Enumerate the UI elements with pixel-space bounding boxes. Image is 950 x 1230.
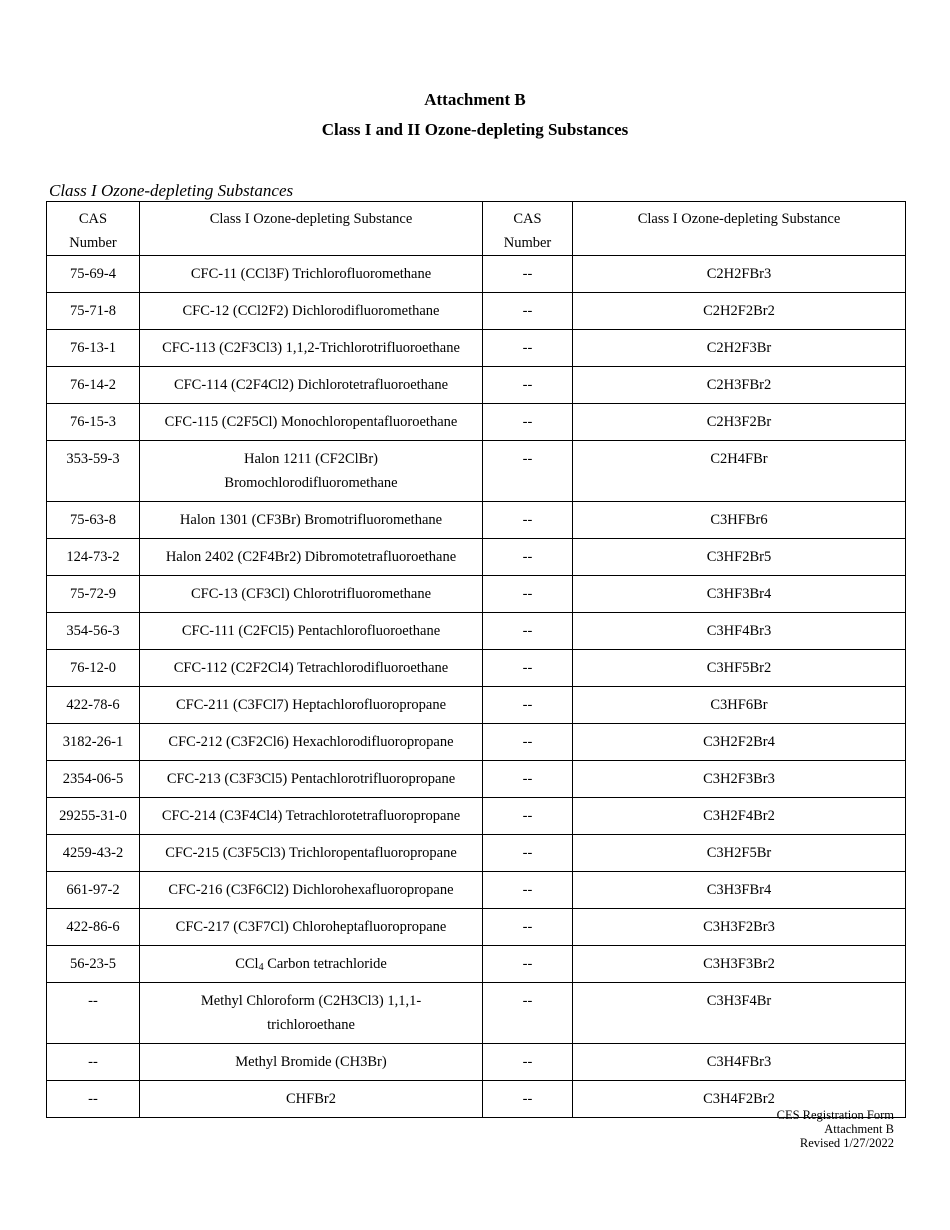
cas-right-cell: -- xyxy=(483,983,573,1044)
substance-left-cell: CFC-217 (C3F7Cl) Chloroheptafluoropropane xyxy=(140,909,483,946)
substance-left-cell: Halon 1301 (CF3Br) Bromotrifluoromethane xyxy=(140,502,483,539)
substance-right-cell: C3H2F2Br4 xyxy=(573,724,906,761)
substance-left-cell: Methyl Bromide (CH3Br) xyxy=(140,1044,483,1081)
cas-left-cell: 75-71-8 xyxy=(47,293,140,330)
substance-right-cell: C2H2F3Br xyxy=(573,330,906,367)
substance-left-cell: CFC-213 (C3F3Cl5) Pentachlorotrifluoropropane xyxy=(140,761,483,798)
table-header-row xyxy=(47,202,906,256)
cas-left-cell: -- xyxy=(47,1081,140,1118)
substance-left-cell: CHFBr2 xyxy=(140,1081,483,1118)
cas-left-cell: 76-13-1 xyxy=(47,330,140,367)
column-header-label: CAS Number xyxy=(503,211,552,251)
ods-table xyxy=(46,201,906,1118)
substance-left-cell: CFC-111 (C2FCl5) Pentachlorofluoroethane xyxy=(140,613,483,650)
substance-left-cell: CFC-215 (C3F5Cl3) Trichloropentafluoropropane xyxy=(140,835,483,872)
substance-right-cell: C3H3F4Br xyxy=(573,983,906,1044)
cas-right-cell: -- xyxy=(483,256,573,293)
substance-right-cell: C3H3F2Br3 xyxy=(573,909,906,946)
footer-form-name: CES Registration Form xyxy=(776,1108,894,1122)
substance-left-cell: CFC-115 (C2F5Cl) Monochloropentafluoroethane xyxy=(140,404,483,441)
column-header-label: Class I Ozone-depleting Substance xyxy=(637,211,841,227)
substance-right-cell: C3H4F2Br2 xyxy=(573,1081,906,1118)
substance-left-cell: Halon 2402 (C2F4Br2) Dibromotetrafluoroethane xyxy=(140,539,483,576)
cas-left-cell: 2354-06-5 xyxy=(47,761,140,798)
cas-right-cell: -- xyxy=(483,724,573,761)
cas-right-cell: -- xyxy=(483,946,573,983)
cas-right-cell: -- xyxy=(483,1044,573,1081)
cas-left-cell: 422-86-6 xyxy=(47,909,140,946)
cas-right-cell: -- xyxy=(483,1081,573,1118)
column-header-cas-left xyxy=(47,202,140,256)
substance-right-cell: C3H2F4Br2 xyxy=(573,798,906,835)
substance-right-cell: C2H2FBr3 xyxy=(573,256,906,293)
substance-left-cell: CFC-113 (C2F3Cl3) 1,1,2-Trichlorotrifluoroethane xyxy=(140,330,483,367)
cas-right-cell: -- xyxy=(483,576,573,613)
column-header-label: CAS Number xyxy=(69,211,117,251)
formula-subscript: 4 xyxy=(258,962,264,973)
substance-right-cell: C3HFBr6 xyxy=(573,502,906,539)
substance-right-cell: C3H4FBr3 xyxy=(573,1044,906,1081)
cas-right-cell: -- xyxy=(483,502,573,539)
cas-left-cell: 76-15-3 xyxy=(47,404,140,441)
table-body xyxy=(47,256,906,1118)
substance-right-cell: C2H2F2Br2 xyxy=(573,293,906,330)
column-header-cas-right xyxy=(483,202,573,256)
substance-left-cell: CFC-12 (CCl2F2) Dichlorodifluoromethane xyxy=(140,293,483,330)
cas-left-cell: 76-14-2 xyxy=(47,367,140,404)
cas-right-cell: -- xyxy=(483,650,573,687)
substance-left-cell: CFC-112 (C2F2Cl4) Tetrachlorodifluoroethane xyxy=(140,650,483,687)
substance-right-cell: C3HF3Br4 xyxy=(573,576,906,613)
substance-right-cell: C3HF4Br3 xyxy=(573,613,906,650)
section-title: Class I Ozone-depleting Substances xyxy=(49,181,294,200)
cas-left-cell: 354-56-3 xyxy=(47,613,140,650)
cas-left-cell: 124-73-2 xyxy=(47,539,140,576)
cas-left-cell: 29255-31-0 xyxy=(47,798,140,835)
substance-left-cell: CFC-13 (CF3Cl) Chlorotrifluoromethane xyxy=(140,576,483,613)
cas-right-cell: -- xyxy=(483,872,573,909)
substance-left-cell: CFC-214 (C3F4Cl4) Tetrachlorotetrafluoropropane xyxy=(140,798,483,835)
cas-right-cell: -- xyxy=(483,909,573,946)
substance-left-cell xyxy=(140,946,483,983)
cas-left-cell: 75-69-4 xyxy=(47,256,140,293)
substance-right-cell: C2H3F2Br xyxy=(573,404,906,441)
substance-left-cell: CFC-114 (C2F4Cl2) Dichlorotetrafluoroethane xyxy=(140,367,483,404)
cas-left-cell: 56-23-5 xyxy=(47,946,140,983)
substance-left-cell: CFC-212 (C3F2Cl6) Hexachlorodifluoropropane xyxy=(140,724,483,761)
substance-left-cell: Methyl Chloroform (C2H3Cl3) 1,1,1-trichloroethane xyxy=(140,983,483,1044)
cas-right-cell: -- xyxy=(483,441,573,502)
substance-right-cell: C3H2F5Br xyxy=(573,835,906,872)
formula-prefix: CCl xyxy=(235,956,259,972)
substance-left-cell: CFC-11 (CCl3F) Trichlorofluoromethane xyxy=(140,256,483,293)
cas-right-cell: -- xyxy=(483,367,573,404)
substance-right-cell: C3HF6Br xyxy=(573,687,906,724)
substance-right-cell: C3H3FBr4 xyxy=(573,872,906,909)
cas-left-cell: 661-97-2 xyxy=(47,872,140,909)
substance-left-cell: Halon 1211 (CF2ClBr) Bromochlorodifluoromethane xyxy=(140,441,483,502)
substance-right-cell: C2H4FBr xyxy=(573,441,906,502)
cas-left-cell: 76-12-0 xyxy=(47,650,140,687)
cas-left-cell: -- xyxy=(47,1044,140,1081)
cas-right-cell: -- xyxy=(483,761,573,798)
cas-right-cell: -- xyxy=(483,293,573,330)
footer-revised-date: Revised 1/27/2022 xyxy=(799,1136,894,1150)
column-header-substance-left xyxy=(140,202,483,256)
cas-left-cell: 353-59-3 xyxy=(47,441,140,502)
substance-right-cell: C2H3FBr2 xyxy=(573,367,906,404)
column-header-substance-right xyxy=(573,202,906,256)
cas-left-cell: 422-78-6 xyxy=(47,687,140,724)
cas-right-cell: -- xyxy=(483,798,573,835)
cas-left-cell: -- xyxy=(47,983,140,1044)
cas-left-cell: 3182-26-1 xyxy=(47,724,140,761)
document-title: Attachment B xyxy=(424,90,526,109)
substance-right-cell: C3H2F3Br3 xyxy=(573,761,906,798)
cas-right-cell: -- xyxy=(483,613,573,650)
cas-right-cell: -- xyxy=(483,330,573,367)
cas-right-cell: -- xyxy=(483,404,573,441)
cas-right-cell: -- xyxy=(483,835,573,872)
substance-right-cell: C3H3F3Br2 xyxy=(573,946,906,983)
substance-right-cell: C3HF5Br2 xyxy=(573,650,906,687)
substance-right-cell: C3HF2Br5 xyxy=(573,539,906,576)
page-footer xyxy=(777,1108,894,1150)
substance-left-cell: CFC-216 (C3F6Cl2) Dichlorohexafluoropropane xyxy=(140,872,483,909)
footer-attachment: Attachment B xyxy=(824,1122,894,1136)
substance-name: Carbon tetrachloride xyxy=(263,956,387,972)
column-header-label: Class I Ozone-depleting Substance xyxy=(209,211,413,227)
cas-left-cell: 4259-43-2 xyxy=(47,835,140,872)
substance-left-cell: CFC-211 (C3FCl7) Heptachlorofluoropropane xyxy=(140,687,483,724)
document-subtitle: Class I and II Ozone-depleting Substances xyxy=(321,120,629,139)
cas-right-cell: -- xyxy=(483,687,573,724)
cas-left-cell: 75-63-8 xyxy=(47,502,140,539)
cas-right-cell: -- xyxy=(483,539,573,576)
cas-left-cell: 75-72-9 xyxy=(47,576,140,613)
